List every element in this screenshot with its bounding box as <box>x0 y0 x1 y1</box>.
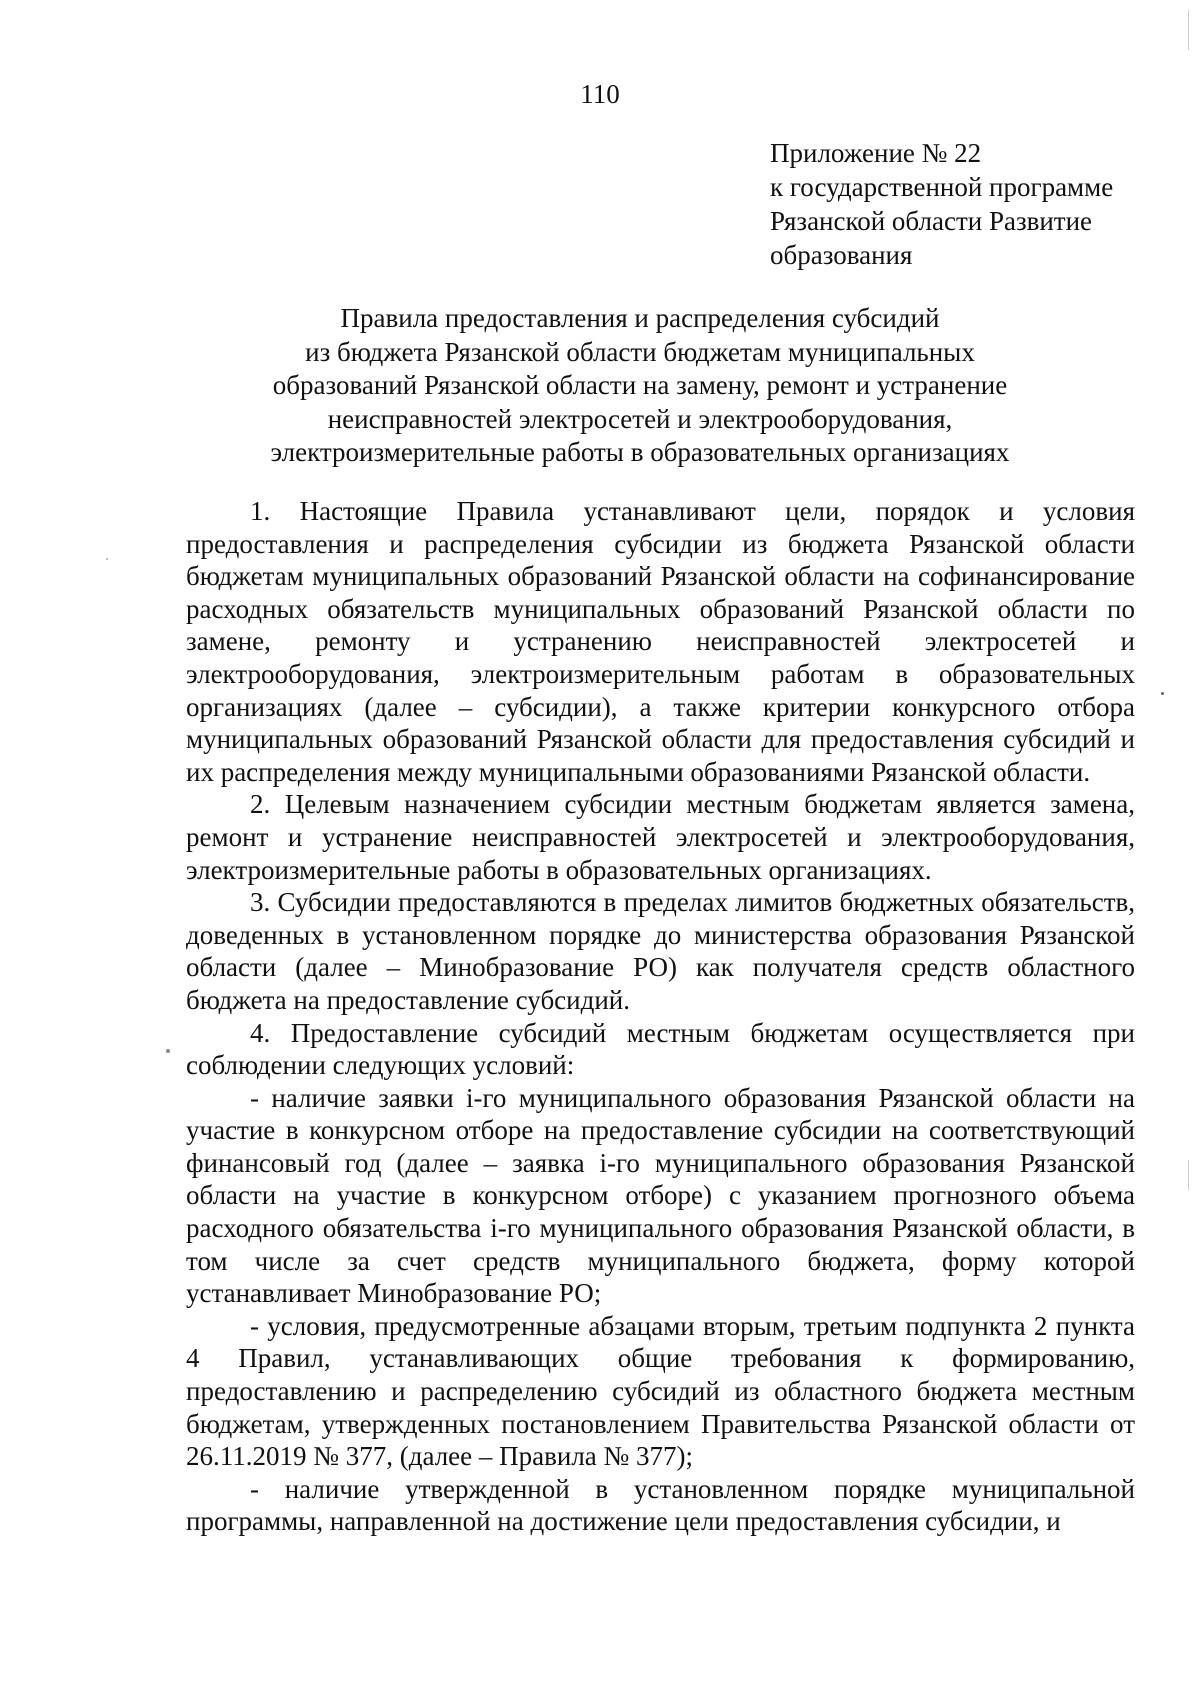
scan-speck <box>166 1049 170 1053</box>
paragraph-1: 1. Настоящие Правила устанавливают цели, порядок и условия предоставления и распределения субсидии из бюджета Рязанской области бюджетам муниципальных образований Рязанской области на софинансирование расходных обязательств муниципальных образований Рязанской области по замене, ремонту и устранению неисправностей электросетей и электрооборудования, электроизмерительным работам в образовательных организациях (далее – субсидии), а также критерии конкурсного отбора муниципальных образований Рязанской области для предоставления субсидий и их распределения между муниципальными образованиями Рязанской области. <box>186 496 1135 787</box>
page-number: 110 <box>580 79 620 109</box>
scan-speck <box>1161 692 1164 695</box>
appendix-line: Приложение № 22 <box>770 138 982 168</box>
appendix-line: Рязанской области Развитие <box>770 206 1093 236</box>
paragraph-2: 2. Целевым назначением субсидии местным бюджетам является замена, ремонт и устранение неисправностей электросетей и электрооборудования, электроизмерительные работы в образовательных организациях. <box>186 789 1135 885</box>
scan-edge-mark <box>1188 10 1189 50</box>
title-line: образований Рязанской области на замену, ремонт и устранение <box>272 370 1008 401</box>
scan-speck <box>106 558 108 560</box>
paragraph-4: 4. Предоставление субсидий местным бюджетам осуществляется при соблюдении следующих условий: <box>186 1017 1135 1081</box>
title-line: из бюджета Рязанской области бюджетам муниципальных <box>305 336 975 367</box>
title-line: электроизмерительные работы в образовательных организациях <box>270 437 1010 468</box>
condition-item-3: - наличие утвержденной в установленном порядке муниципальной программы, направленной на достижение цели предоставления субсидии, и <box>186 1473 1135 1537</box>
appendix-line: к государственной программе <box>770 172 1114 202</box>
appendix-heading <box>770 136 1170 272</box>
paragraph-3: 3. Субсидии предоставляются в пределах лимитов бюджетных обязательств, доведенных в установленном порядке до министерства образования Рязанской области (далее – Минобразование РО) как получателя средств областного бюджета на предоставление субсидий. <box>186 887 1135 1015</box>
scan-edge-mark <box>1188 1160 1189 1190</box>
appendix-line: образования <box>770 240 913 270</box>
condition-item-1: - наличие заявки i-го муниципального образования Рязанской области на участие в конкурсном отборе на предоставление субсидии на соответствующий финансовый год (далее – заявка i-го муниципального образования Рязанской области на участие в конкурсном отборе) с указанием прогнозного объема расходного обязательства i-го муниципального образования Рязанской области, в том числе за счет средств муниципального бюджета, форму которой устанавливает Минобразование РО; <box>186 1082 1135 1309</box>
condition-item-2: - условия, предусмотренные абзацами вторым, третьим подпункта 2 пункта 4 Правил, устанавливающих общие требования к формированию, предоставлению и распределению субсидий из областного бюджета местным бюджетам, утвержденных постановлением Правительства Рязанской области от 26.11.2019 № 377, (далее – Правила № 377); <box>186 1310 1135 1472</box>
title-line: неисправностей электросетей и электрооборудования, <box>327 403 953 434</box>
document-title <box>180 302 1100 470</box>
document-body <box>186 495 1135 1538</box>
title-line: Правила предоставления и распределения субсидий <box>340 303 940 333</box>
